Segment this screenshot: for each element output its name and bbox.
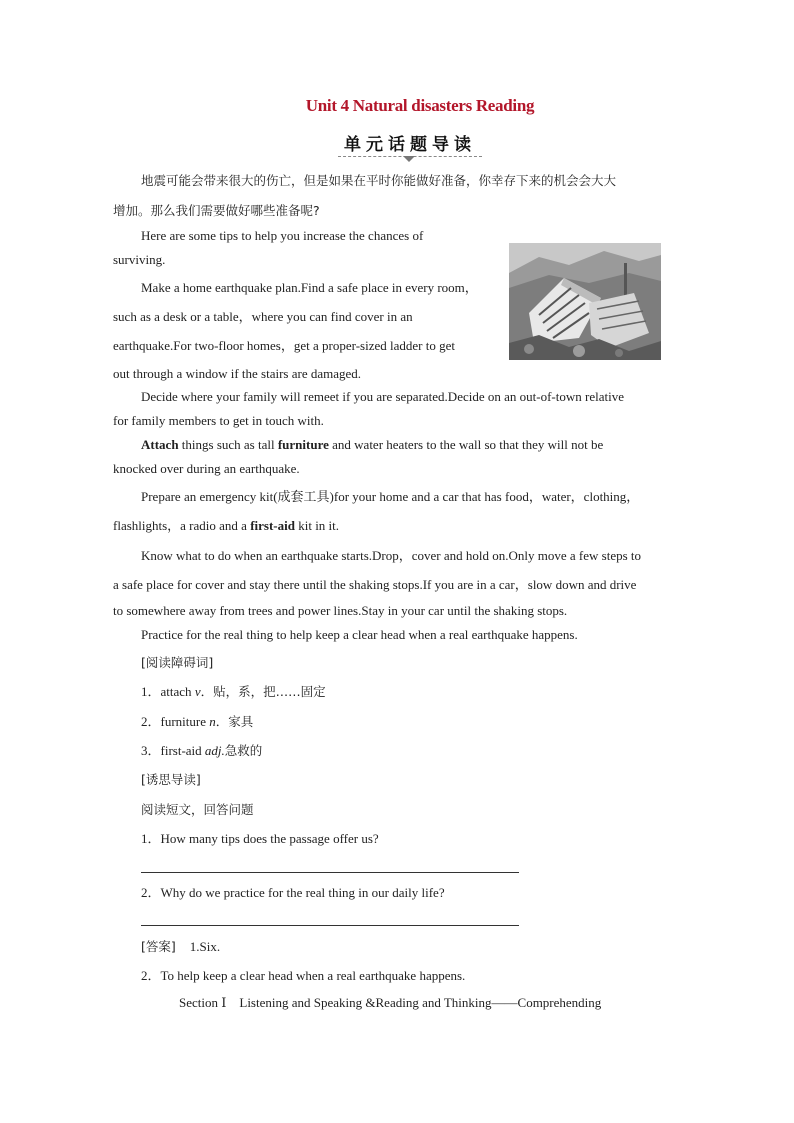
answer-text: 1.Six. xyxy=(189,939,221,954)
keyword-first-aid: first-aid xyxy=(250,518,295,533)
passage-line: such as a desk or a table，where you can find cover in an xyxy=(113,309,413,324)
passage-line: Know what to do when an earthquake starts.Drop，cover and hold on.Only move a few steps to xyxy=(141,548,642,563)
answer-blank[interactable] xyxy=(141,872,519,873)
passage-line: surviving. xyxy=(113,252,166,267)
guide-heading: [诱思导读] xyxy=(141,772,201,787)
unit-title: Unit 4 Natural disasters Reading xyxy=(305,96,535,115)
earthquake-photo xyxy=(509,243,661,360)
answer-blank[interactable] xyxy=(141,925,519,926)
keyword-furniture: furniture xyxy=(277,437,329,452)
section-footer: Section Ⅰ Listening and Speaking &Reading and Thinking——Comprehending xyxy=(179,995,602,1010)
intro-line: 增加。那么我们需要做好哪些准备呢? xyxy=(113,203,320,218)
section-banner xyxy=(330,127,490,157)
passage-line: a safe place for cover and stay there until the shaking stops.If you are in a car，slow down and drive xyxy=(113,577,637,592)
passage-line: to somewhere away from trees and power lines.Stay in your car until the shaking stops. xyxy=(113,603,568,618)
answer-row xyxy=(141,939,220,955)
collapsed-building-image xyxy=(509,243,661,360)
question: 2．Why do we practice for the real thing in our daily life? xyxy=(141,885,445,900)
guide-instruction: 阅读短文，回答问题 xyxy=(141,802,254,817)
vocab-item: 1．attach v．贴，系，把……固定 xyxy=(141,684,326,699)
question: 1．How many tips does the passage offer us? xyxy=(141,831,379,846)
passage-line: Here are some tips to help you increase the chances of xyxy=(141,228,424,243)
passage-line: out through a window if the stairs are damaged. xyxy=(113,366,362,381)
passage-line: Decide where your family will remeet if you are separated.Decide on an out-of-town relative xyxy=(141,389,624,404)
passage-line: Attach things such as tall furniture and water heaters to the wall so that they will not be xyxy=(141,437,604,452)
intro-line: 地震可能会带来很大的伤亡，但是如果在平时你能做好准备，你幸存下来的机会会大大 xyxy=(141,173,617,188)
passage-line: for family members to get in touch with. xyxy=(113,413,324,428)
chevron-down-icon xyxy=(403,156,415,162)
passage-line: Make a home earthquake plan.Find a safe place in every room， xyxy=(141,280,478,295)
passage-line: knocked over during an earthquake. xyxy=(113,461,300,476)
vocab-heading: [阅读障碍词] xyxy=(141,655,214,670)
passage-line: earthquake.For two-floor homes，get a proper-sized ladder to get xyxy=(113,338,455,353)
passage-line: flashlights，a radio and a first-aid kit in it. xyxy=(113,518,340,533)
keyword-attach: Attach xyxy=(141,437,179,452)
vocab-item: 3．first-aid adj.急救的 xyxy=(141,743,263,758)
passage-line: Prepare an emergency kit(成套工具)for your home and a car that has food，water，clothing， xyxy=(141,489,640,504)
passage-line: Practice for the real thing to help keep a clear head when a real earthquake happens. xyxy=(141,627,578,642)
answer-text: 2．To help keep a clear head when a real earthquake happens. xyxy=(141,968,466,983)
vocab-item: 2．furniture n．家具 xyxy=(141,714,254,729)
banner-text: 单元话题导读 xyxy=(344,135,476,155)
answer-label: [答案] xyxy=(141,939,176,954)
